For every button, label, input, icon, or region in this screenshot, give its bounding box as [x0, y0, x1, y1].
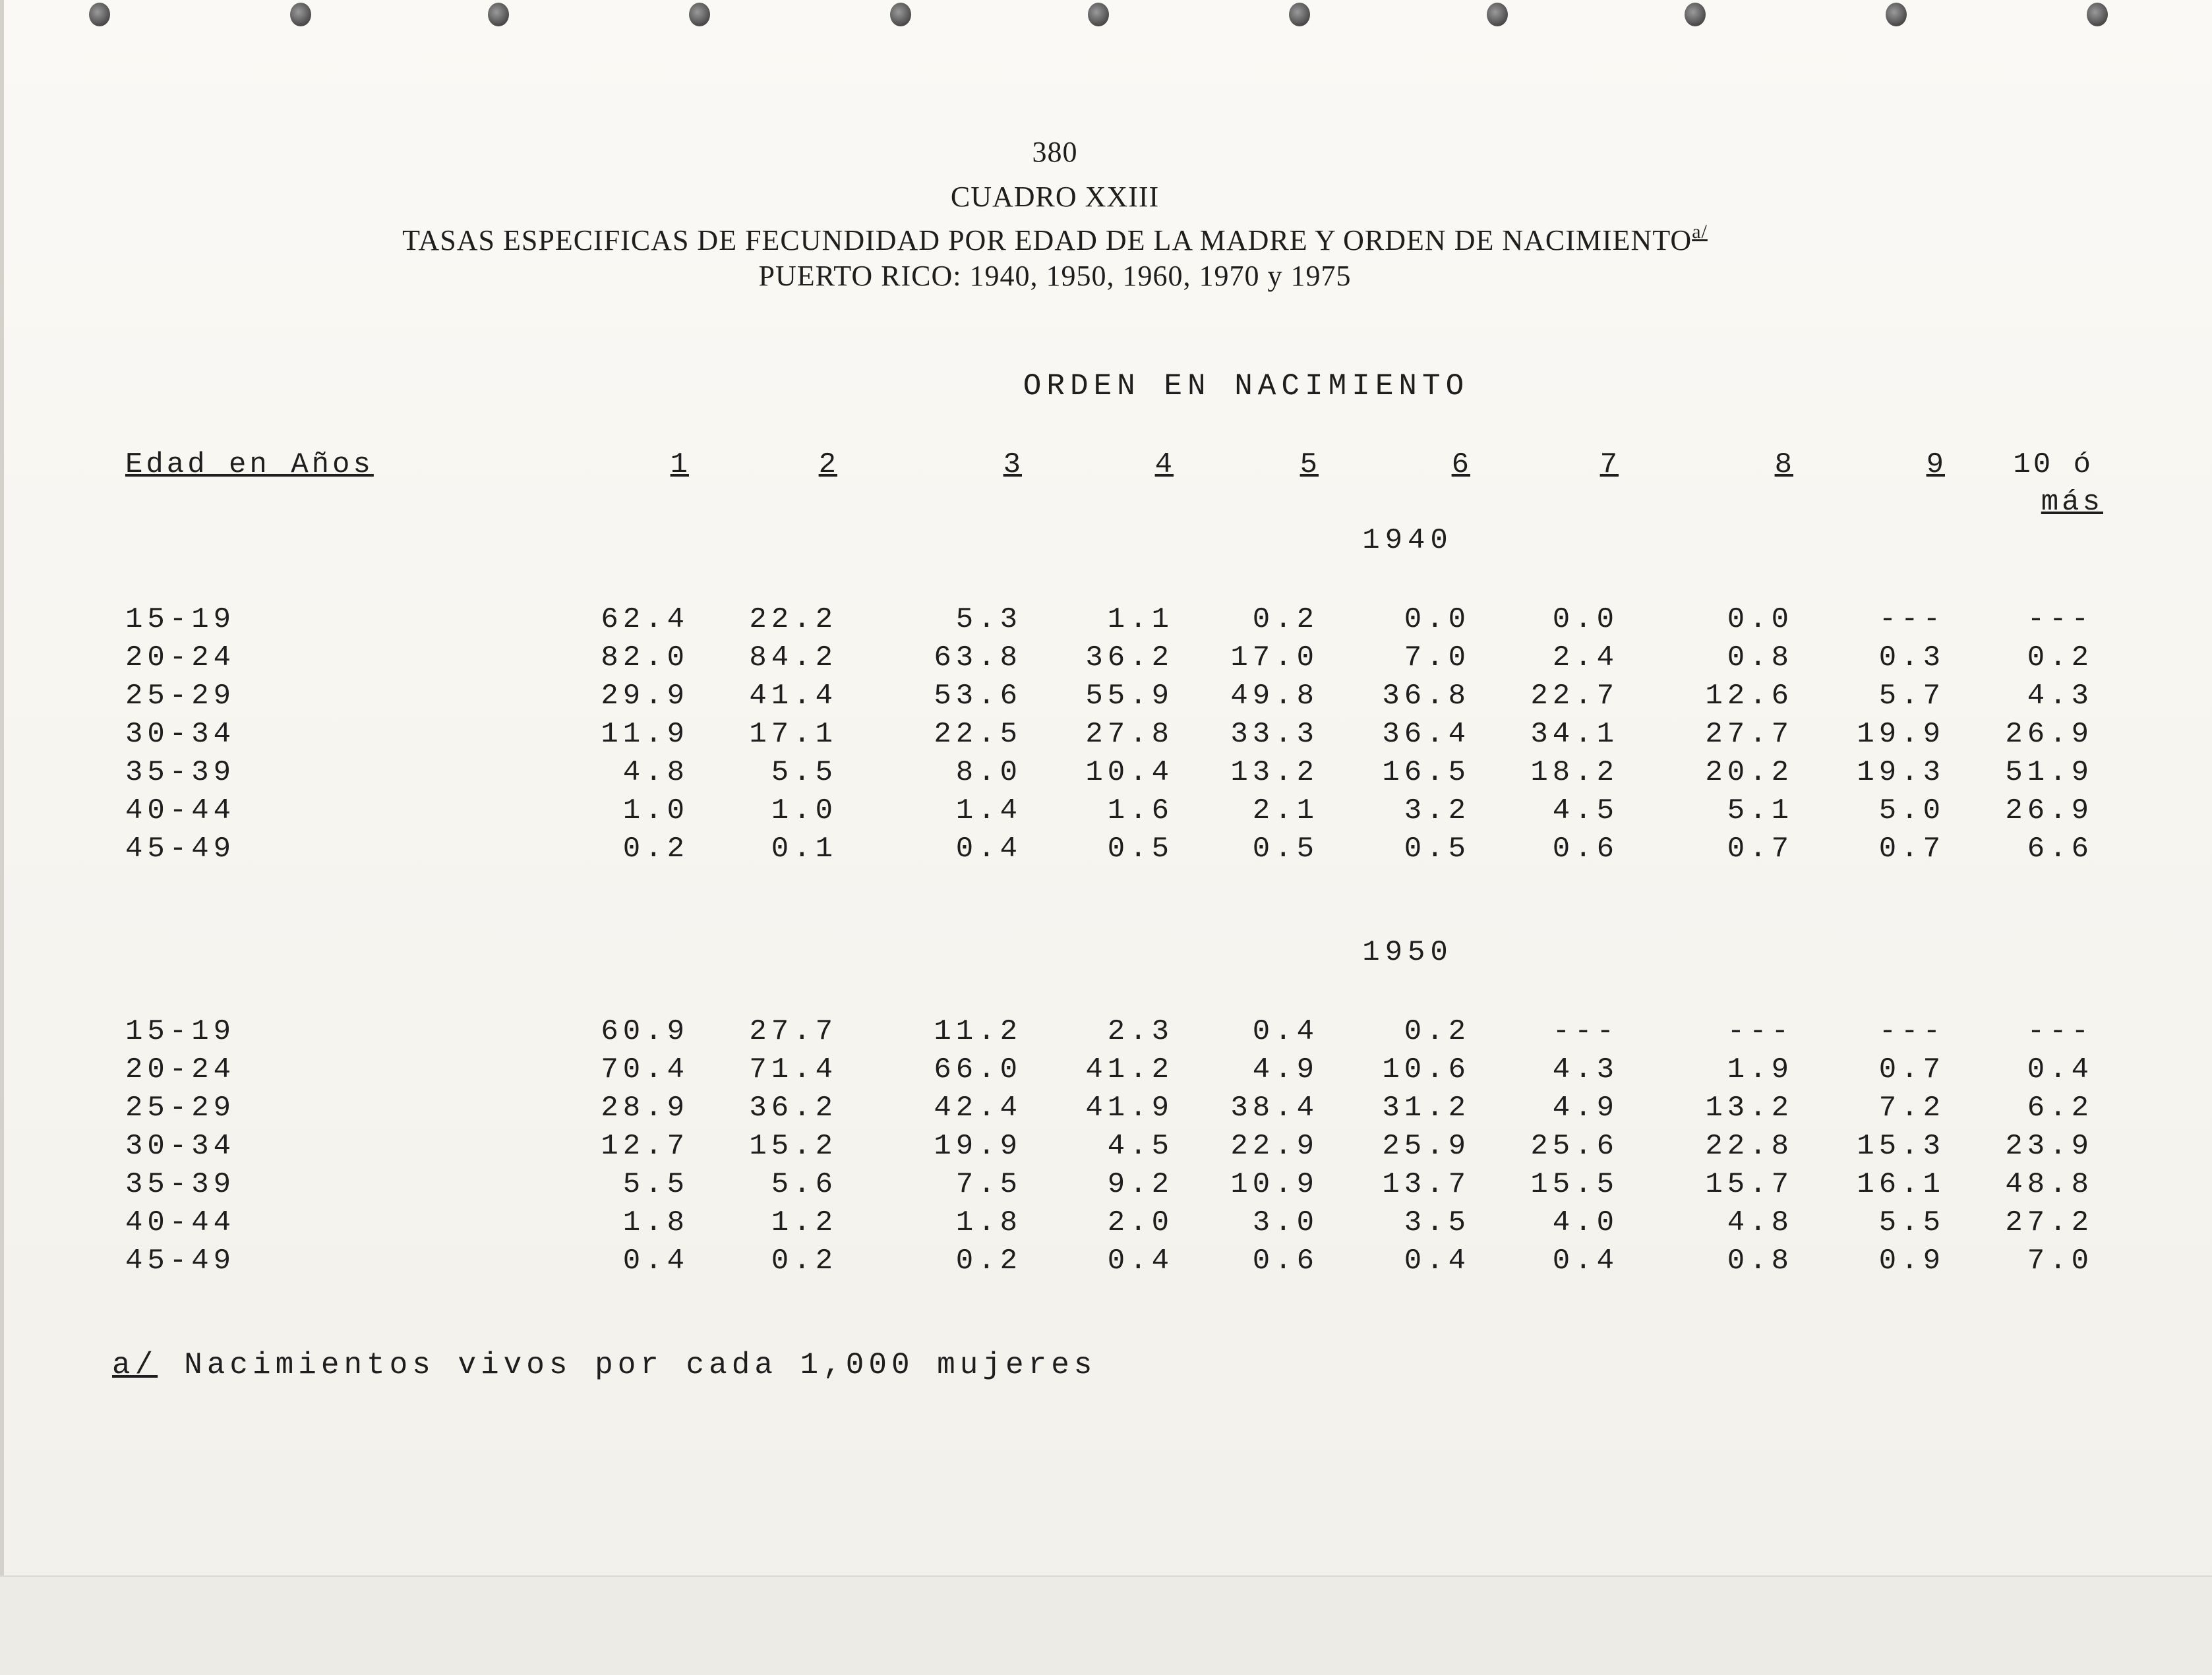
table-cell: 62.4 [601, 603, 689, 636]
punch-hole [689, 3, 710, 26]
section-year: 1950 [1362, 936, 1453, 969]
row-age-label: 40-44 [125, 1206, 236, 1239]
table-cell: 36.4 [1382, 718, 1470, 751]
table-cell: 1.0 [771, 794, 837, 827]
row-age-label: 20-24 [125, 1053, 236, 1086]
table-cell: 0.4 [622, 1245, 689, 1278]
table-cell: 1.2 [771, 1206, 837, 1239]
table-cell: 2.4 [1552, 641, 1619, 674]
table-cell: 71.4 [749, 1053, 837, 1086]
column-header-5: 5 [1300, 448, 1319, 481]
row-age-label: 40-44 [125, 794, 236, 827]
punch-hole [1289, 3, 1310, 26]
table-cell: 0.7 [1878, 1053, 1945, 1086]
table-cell: 27.8 [1085, 718, 1174, 751]
table-cell: 0.2 [955, 1245, 1022, 1278]
table-cell: 41.9 [1085, 1092, 1174, 1125]
table-cell: 0.0 [1404, 603, 1470, 636]
table-cell: 22.8 [1705, 1130, 1793, 1163]
column-header-3: 3 [1003, 448, 1022, 481]
table-cell: 0.1 [771, 833, 837, 866]
footnote [112, 1348, 1096, 1382]
table-cell: 0.6 [1552, 833, 1619, 866]
punch-hole [290, 3, 311, 26]
column-header-9: 9 [1926, 448, 1945, 481]
table-cell: 26.9 [2005, 718, 2093, 751]
table-cell: 15.7 [1705, 1168, 1793, 1201]
table-cell: 25.9 [1382, 1130, 1470, 1163]
table-cell: --- [1878, 1015, 1945, 1048]
column-header-4: 4 [1154, 448, 1174, 481]
table-cell: 4.9 [1552, 1092, 1619, 1125]
table-cell: 15.3 [1857, 1130, 1945, 1163]
table-cell: 4.8 [1727, 1206, 1793, 1239]
table-cell: 2.1 [1252, 794, 1319, 827]
table-cell: 19.3 [1857, 756, 1945, 789]
table-cell: 41.2 [1085, 1053, 1174, 1086]
table-cell: --- [2027, 1015, 2093, 1048]
table-cell: 5.1 [1727, 794, 1793, 827]
table-cell: 0.4 [2027, 1053, 2093, 1086]
table-cell: 22.2 [749, 603, 837, 636]
table-cell: 19.9 [934, 1130, 1022, 1163]
table-cell: 1.8 [622, 1206, 689, 1239]
table-cell: 5.5 [771, 756, 837, 789]
table-subtitle: PUERTO RICO: 1940, 1950, 1960, 1970 y 1975 [758, 260, 1352, 292]
row-age-label: 20-24 [125, 641, 236, 674]
table-cell: --- [1552, 1015, 1619, 1048]
table-cell: 0.4 [1404, 1245, 1470, 1278]
table-cell: 0.5 [1107, 833, 1174, 866]
table-cell: 0.0 [1552, 603, 1619, 636]
table-cell: 5.7 [1878, 680, 1945, 713]
table-cell: 12.6 [1705, 680, 1793, 713]
row-age-label: 30-34 [125, 718, 236, 751]
table-cell: 51.9 [2005, 756, 2093, 789]
punch-hole [89, 3, 110, 26]
table-cell: 5.0 [1878, 794, 1945, 827]
punch-hole [890, 3, 911, 26]
table-cell: 36.8 [1382, 680, 1470, 713]
table-cell: 36.2 [1085, 641, 1174, 674]
table-cell: 0.0 [1727, 603, 1793, 636]
table-cell: 0.2 [1252, 603, 1319, 636]
table-cell: 0.4 [955, 833, 1022, 866]
table-cell: 36.2 [749, 1092, 837, 1125]
table-cell: 1.6 [1107, 794, 1174, 827]
table-cell: 33.3 [1230, 718, 1319, 751]
table-cell: 0.4 [1552, 1245, 1619, 1278]
table-cell: 0.7 [1878, 833, 1945, 866]
table-cell: 82.0 [601, 641, 689, 674]
punch-hole [488, 3, 509, 26]
page-bottom-band [0, 1575, 2212, 1675]
table-cell: 4.8 [622, 756, 689, 789]
table-cell: --- [2027, 603, 2093, 636]
section-year: 1940 [1362, 524, 1453, 557]
table-cell: 0.3 [1878, 641, 1945, 674]
table-cell: 29.9 [601, 680, 689, 713]
table-cell: 27.7 [749, 1015, 837, 1048]
punch-hole [1487, 3, 1508, 26]
table-cell: 1.1 [1107, 603, 1174, 636]
table-cell: 0.9 [1878, 1245, 1945, 1278]
table-cell: 1.9 [1727, 1053, 1793, 1086]
table-cell: 6.2 [2027, 1092, 2093, 1125]
table-cell: 5.5 [622, 1168, 689, 1201]
title-note-mark: a/ [1692, 221, 1708, 243]
table-cell: 7.2 [1878, 1092, 1945, 1125]
row-age-label: 45-49 [125, 833, 236, 866]
table-cell: 16.1 [1857, 1168, 1945, 1201]
table-cell: 0.4 [1252, 1015, 1319, 1048]
table-cell: 22.7 [1530, 680, 1619, 713]
table-cell: 10.9 [1230, 1168, 1319, 1201]
table-cell: 4.5 [1552, 794, 1619, 827]
table-cell: 84.2 [749, 641, 837, 674]
table-cell: 11.9 [601, 718, 689, 751]
table-cell: 1.4 [955, 794, 1022, 827]
table-cell: 13.2 [1230, 756, 1319, 789]
table-cell: 1.0 [622, 794, 689, 827]
table-cell: 19.9 [1857, 718, 1945, 751]
table-cell: 4.3 [1552, 1053, 1619, 1086]
table-cell: 0.8 [1727, 1245, 1793, 1278]
row-age-label: 25-29 [125, 1092, 236, 1125]
table-cell: 41.4 [749, 680, 837, 713]
table-cell: 4.3 [2027, 680, 2093, 713]
table-cell: 1.8 [955, 1206, 1022, 1239]
table-cell: 28.9 [601, 1092, 689, 1125]
table-id: CUADRO XXIII [950, 181, 1160, 213]
table-cell: 20.2 [1705, 756, 1793, 789]
table-cell: 15.2 [749, 1130, 837, 1163]
table-cell: 15.5 [1530, 1168, 1619, 1201]
table-cell: 34.1 [1530, 718, 1619, 751]
footnote-mark: a/ [112, 1348, 158, 1382]
column-header-1: 1 [670, 448, 689, 481]
table-cell: 0.8 [1727, 641, 1793, 674]
table-cell: 12.7 [601, 1130, 689, 1163]
table-cell: 16.5 [1382, 756, 1470, 789]
table-cell: 2.3 [1107, 1015, 1174, 1048]
table-cell: 66.0 [934, 1053, 1022, 1086]
table-cell: 5.6 [771, 1168, 837, 1201]
table-cell: 8.0 [955, 756, 1022, 789]
table-cell: 0.4 [1107, 1245, 1174, 1278]
table-cell: 10.6 [1382, 1053, 1470, 1086]
table-cell: 4.0 [1552, 1206, 1619, 1239]
table-cell: 17.0 [1230, 641, 1319, 674]
column-header-8: 8 [1774, 448, 1793, 481]
table-cell: 23.9 [2005, 1130, 2093, 1163]
table-cell: 13.7 [1382, 1168, 1470, 1201]
row-age-label: 25-29 [125, 680, 236, 713]
column-header-7: 7 [1599, 448, 1619, 481]
punch-hole [2087, 3, 2108, 26]
table-cell: 3.5 [1404, 1206, 1470, 1239]
table-cell: 42.4 [934, 1092, 1022, 1125]
table-cell: 4.9 [1252, 1053, 1319, 1086]
row-age-label: 15-19 [125, 603, 236, 636]
table-cell: 31.2 [1382, 1092, 1470, 1125]
table-cell: 0.6 [1252, 1245, 1319, 1278]
table-cell: 5.5 [1878, 1206, 1945, 1239]
row-age-label: 15-19 [125, 1015, 236, 1048]
table-cell: 22.9 [1230, 1130, 1319, 1163]
table-cell: 48.8 [2005, 1168, 2093, 1201]
table-cell: 26.9 [2005, 794, 2093, 827]
order-heading: ORDEN EN NACIMIENTO [1023, 369, 1470, 403]
table-cell: 0.2 [2027, 641, 2093, 674]
table-cell: 70.4 [601, 1053, 689, 1086]
table-cell: 0.2 [771, 1245, 837, 1278]
table-cell: 25.6 [1530, 1130, 1619, 1163]
table-cell: 11.2 [934, 1015, 1022, 1048]
table-cell: 60.9 [601, 1015, 689, 1048]
table-cell: 5.3 [955, 603, 1022, 636]
table-cell: 4.5 [1107, 1130, 1174, 1163]
column-header-6: 6 [1451, 448, 1470, 481]
table-cell: 0.5 [1404, 833, 1470, 866]
table-cell: 3.0 [1252, 1206, 1319, 1239]
table-cell: 0.2 [622, 833, 689, 866]
table-cell: 2.0 [1107, 1206, 1174, 1239]
table-cell: 63.8 [934, 641, 1022, 674]
table-cell: 55.9 [1085, 680, 1174, 713]
table-cell: 7.5 [955, 1168, 1022, 1201]
table-cell: 22.5 [934, 718, 1022, 751]
table-cell: --- [1727, 1015, 1793, 1048]
last-column-subheading: más [2041, 486, 2103, 519]
footnote-text: Nacimientos vivos por cada 1,000 mujeres [184, 1348, 1097, 1382]
row-age-label: 30-34 [125, 1130, 236, 1163]
table-cell: 49.8 [1230, 680, 1319, 713]
table-cell: 13.2 [1705, 1092, 1793, 1125]
table-cell: 10.4 [1085, 756, 1174, 789]
table-cell: 0.5 [1252, 833, 1319, 866]
table-title-text: TASAS ESPECIFICAS DE FECUNDIDAD POR EDAD DE LA MADRE Y ORDEN DE NACIMIENTO [402, 224, 1692, 256]
column-header-2: 2 [818, 448, 837, 481]
table-cell: 18.2 [1530, 756, 1619, 789]
table-cell: 0.2 [1404, 1015, 1470, 1048]
table-cell: 7.0 [2027, 1245, 2093, 1278]
table-cell: 3.2 [1404, 794, 1470, 827]
row-age-label: 35-39 [125, 1168, 236, 1201]
table-cell: 27.7 [1705, 718, 1793, 751]
page-number: 380 [1032, 136, 1078, 168]
table-title [0, 221, 2110, 257]
column-header-10: 10 ó [2013, 448, 2093, 481]
table-cell: 53.6 [934, 680, 1022, 713]
table-cell: 6.6 [2027, 833, 2093, 866]
table-cell: 0.7 [1727, 833, 1793, 866]
age-column-heading: Edad en Años [125, 448, 374, 481]
table-cell: 7.0 [1404, 641, 1470, 674]
punch-hole [1685, 3, 1706, 26]
punch-hole [1088, 3, 1109, 26]
table-cell: 27.2 [2005, 1206, 2093, 1239]
row-age-label: 35-39 [125, 756, 236, 789]
row-age-label: 45-49 [125, 1245, 236, 1278]
table-cell: 17.1 [749, 718, 837, 751]
table-cell: 38.4 [1230, 1092, 1319, 1125]
punch-hole [1886, 3, 1907, 26]
table-cell: --- [1878, 603, 1945, 636]
table-cell: 9.2 [1107, 1168, 1174, 1201]
